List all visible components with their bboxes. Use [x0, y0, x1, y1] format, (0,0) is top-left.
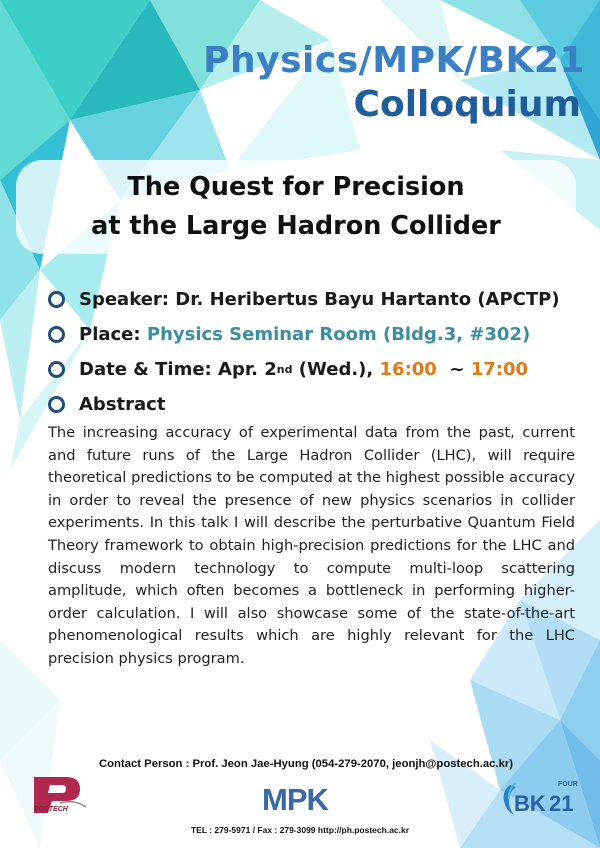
abstract-row [48, 387, 588, 422]
datetime-row [48, 352, 588, 387]
bullet-icon [48, 396, 65, 413]
date-ordinal: nd [276, 363, 293, 376]
datetime-label: Date & Time: [79, 359, 212, 380]
speaker-label: Speaker: [79, 289, 169, 310]
bullet-icon [48, 326, 65, 343]
talk-title [16, 168, 576, 246]
speaker-value: Dr. Heribertus Bayu Hartanto (APCTP) [175, 289, 560, 310]
header-line-1: Physics/MPK/BK21 [203, 40, 585, 81]
mpk-logo: MPK [262, 782, 328, 817]
time-separator: ~ [449, 359, 465, 380]
abstract-heading: Abstract [79, 394, 166, 415]
place-label: Place: [79, 324, 141, 345]
header-line-2: Colloquium [353, 84, 581, 125]
contact-person: Contact Person : Prof. Jeon Jae-Hyung (054-279-2070, jeonjh@postech.ac.kr) [98, 758, 514, 770]
bk21-four-text: FOUR [558, 781, 578, 788]
bullet-icon [48, 291, 65, 308]
bk21-logo [500, 777, 582, 821]
colloquium-header [60, 40, 585, 126]
talk-title-line-1: The Quest for Precision [127, 172, 465, 202]
event-info-list [48, 282, 588, 422]
abstract-text: The increasing accuracy of experimental data from the past, current and future runs of the Large Hadron Collider (LHC), will require theoretical predictions to be computed at the highest possible accuracy in order to reveal the presence of new physics scenarios in collider experiments. In this talk I will describe the perturbative Quantum Field Theory framework to obtain high-precision predictions for the LHC and discuss modern technology to compute multi-loop scattering amplitude, which often becomes a bottleneck in performing higher-order calculation. I will also showcase some of the state-of-the-art phenomenological results which are highly relevant for the LHC precision physics program. [48, 424, 575, 667]
talk-title-line-2: at the Large Hadron Collider [91, 211, 501, 241]
date-value: Apr. 2 [218, 359, 277, 380]
weekday: (Wed.), [298, 359, 374, 380]
postech-logo-text: POSTECH [34, 806, 68, 813]
bk21-bk-text: BK [514, 791, 546, 816]
start-time: 16:00 [379, 359, 437, 380]
speaker-row [48, 282, 588, 317]
footer-contact: TEL : 279-5971 / Fax : 279-3099 http://ph.postech.ac.kr [190, 825, 410, 835]
end-time: 17:00 [470, 359, 529, 380]
bullet-icon [48, 361, 65, 378]
place-row [48, 317, 588, 352]
bk21-number-text: 21 [549, 791, 574, 816]
place-value: Physics Seminar Room (Bldg.3, #302) [146, 324, 531, 345]
